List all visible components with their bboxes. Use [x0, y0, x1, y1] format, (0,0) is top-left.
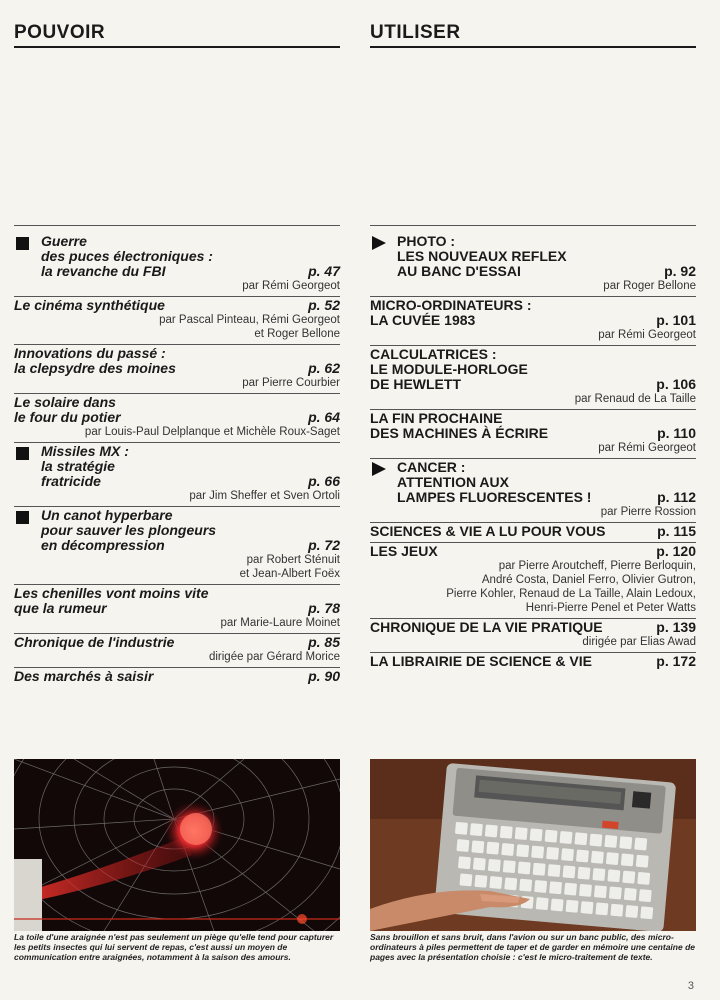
key: [551, 898, 564, 911]
title-line: CANCER :: [397, 459, 466, 475]
byline: [14, 376, 340, 390]
toc-list-pouvoir: [14, 233, 340, 687]
title-line: en décompression p. 72: [41, 537, 340, 553]
entry-title: [14, 346, 340, 376]
key: [534, 880, 547, 893]
key: [474, 875, 487, 888]
triangle-bullet-icon: [372, 462, 386, 476]
title-line: Les chenilles vont moins vite: [14, 585, 209, 601]
page-ref: p. 120: [656, 543, 696, 559]
byline-line: par Louis-Paul Delplanque et Michèle Roux-Saget: [84, 426, 340, 438]
page-ref: p. 47: [308, 263, 340, 279]
toc-entry: [370, 653, 696, 672]
title-line: ATTENTION AUX: [397, 474, 509, 490]
key: [501, 843, 514, 856]
toc-entry: [370, 543, 696, 619]
key: [625, 905, 638, 918]
key: [486, 842, 499, 855]
entry-title: [14, 395, 340, 425]
title-line: CALCULATRICES :: [370, 346, 497, 362]
square-bullet-icon: [16, 511, 29, 524]
page-ref: p. 66: [308, 473, 340, 489]
key: [636, 855, 649, 868]
key: [459, 873, 472, 886]
page-ref: p. 106: [656, 376, 696, 392]
entry-title: [14, 669, 340, 684]
byline-line: par Robert Sténuit: [246, 554, 340, 566]
key: [592, 868, 605, 881]
byline-line: par Pierre Aroutcheff, Pierre Berloquin,: [498, 560, 696, 572]
title-line: AU BANC D'ESSAI p. 92: [397, 263, 696, 279]
byline-line: par Roger Bellone: [603, 280, 696, 292]
byline: [14, 313, 340, 341]
byline-line: par Jim Sheffer et Sven Ortoli: [189, 490, 340, 502]
entry-title: [370, 524, 696, 539]
key: [637, 872, 650, 885]
byline-line: dirigée par Gérard Morice: [208, 651, 340, 663]
byline-line: par Rémi Georgeot: [242, 280, 340, 292]
byline-line: par Marie-Laure Moinet: [220, 617, 340, 629]
key: [546, 847, 559, 860]
key: [595, 902, 608, 915]
byline: [370, 328, 696, 342]
byline: [14, 279, 340, 293]
page-ref: p. 112: [657, 489, 696, 505]
key: [503, 860, 516, 873]
toc-entry: [370, 297, 696, 346]
title-line: DE HEWLETT p. 106: [370, 376, 696, 392]
entry-title: [370, 411, 696, 441]
title-line: SCIENCES & VIE A LU POUR VOUS p. 115: [370, 523, 696, 539]
page-ref: p. 110: [657, 425, 696, 441]
key: [634, 838, 647, 851]
key: [640, 906, 653, 919]
byline-line: Henri-Pierre Penel et Peter Watts: [525, 602, 696, 614]
toc-entry: [14, 634, 340, 668]
key: [530, 828, 543, 841]
title-line: LA FIN PROCHAINE: [370, 410, 503, 426]
byline-line: par Pierre Courbier: [242, 377, 340, 389]
spider-web-photo: [14, 759, 340, 931]
byline: [14, 489, 340, 503]
title-line: Chronique de l'industrie p. 85: [14, 634, 340, 650]
key: [580, 901, 593, 914]
entry-title: [14, 444, 340, 489]
entry-title: [14, 586, 340, 616]
key: [566, 900, 579, 913]
key: [622, 871, 635, 884]
key: [574, 832, 587, 845]
entry-title: [370, 234, 696, 279]
toc-entry: [14, 394, 340, 443]
byline: [370, 392, 696, 406]
key: [564, 883, 577, 896]
photo-caption-left: La toile d'une araignée n'est pas seulement un piège qu'elle tend pour capturer les petits insectes qui lui servent de repas, c'est aussi un moyen de communication entre araignées, notamment à la saison des amours.: [14, 932, 334, 962]
entry-title: [370, 460, 696, 505]
entry-title: [370, 654, 696, 669]
entry-title: [370, 347, 696, 392]
photo-caption-right: Sans brouillon et sans bruit, dans l'avion ou sur un banc public, des micro-ordinateurs à piles permettent de taper et de garder en mémoire une centaine de pages avec la présentation choisie : c'est le micro-traitement de texte.: [370, 932, 695, 962]
key: [458, 856, 471, 869]
byline: [14, 553, 340, 581]
page-ref: p. 92: [664, 263, 696, 279]
key: [589, 834, 602, 847]
key: [504, 877, 517, 890]
byline: [370, 279, 696, 293]
key: [563, 865, 576, 878]
title-line: LA LIBRAIRIE DE SCIENCE & VIE p. 172: [370, 653, 696, 669]
key: [519, 879, 532, 892]
page-ref: p. 115: [657, 523, 696, 539]
divider: [370, 225, 696, 226]
title-line: CHRONIQUE DE LA VIE PRATIQUE p. 139: [370, 619, 696, 635]
toc-entry: [14, 585, 340, 634]
key: [488, 859, 501, 872]
title-line: LAMPES FLUORESCENTES ! p. 112: [397, 489, 696, 505]
title-line: LES JEUX p. 120: [370, 543, 696, 559]
byline-line: dirigée par Elias Awad: [582, 636, 696, 648]
divider: [14, 225, 340, 226]
title-line: Le solaire dans: [14, 394, 116, 410]
title-line: que la rumeur p. 78: [14, 600, 340, 616]
title-line: Le cinéma synthétique p. 52: [14, 297, 340, 313]
entry-title: [370, 620, 696, 635]
title-line: Guerre: [41, 233, 87, 249]
key: [548, 864, 561, 877]
byline-line: et Jean-Albert Foëx: [239, 568, 340, 580]
toc-entry: [14, 668, 340, 687]
byline: [370, 441, 696, 455]
key: [610, 904, 623, 917]
key: [560, 831, 573, 844]
section-heading-utiliser: UTILISER: [370, 22, 696, 48]
title-line: LE MODULE-HORLOGE: [370, 361, 528, 377]
key: [470, 823, 483, 836]
key: [536, 897, 549, 910]
byline-line: par Rémi Georgeot: [598, 329, 696, 341]
title-line: la stratégie: [41, 458, 115, 474]
toc-entry: [14, 233, 340, 297]
key: [489, 876, 502, 889]
entry-title: [370, 544, 696, 559]
page-ref: p. 62: [308, 360, 340, 376]
entry-title: [14, 508, 340, 553]
key: [577, 867, 590, 880]
title-line: la revanche du FBI p. 47: [41, 263, 340, 279]
triangle-bullet-icon: [372, 236, 386, 250]
key: [591, 851, 604, 864]
page-ref: p. 85: [308, 634, 340, 650]
key: [456, 839, 469, 852]
title-line: des puces électroniques :: [41, 248, 213, 264]
page-number: 3: [687, 980, 694, 992]
key: [516, 844, 529, 857]
toc-list-utiliser: [370, 233, 696, 672]
title-line: PHOTO :: [397, 233, 456, 249]
square-bullet-icon: [16, 447, 29, 460]
byline-line: par Renaud de La Taille: [574, 393, 696, 405]
toc-entry: [370, 346, 696, 410]
key: [531, 846, 544, 859]
key: [607, 869, 620, 882]
toc-entry: [14, 443, 340, 507]
key: [549, 881, 562, 894]
key: [561, 848, 574, 861]
toc-entry: [370, 523, 696, 543]
key: [455, 822, 468, 835]
key: [604, 835, 617, 848]
key: [624, 888, 637, 901]
key: [515, 827, 528, 840]
entry-title: [14, 298, 340, 313]
title-line: LES NOUVEAUX REFLEX: [397, 248, 567, 264]
title-line: Des marchés à saisir p. 90: [14, 668, 340, 684]
byline-line: André Costa, Daniel Ferro, Olivier Gutron,: [481, 574, 696, 586]
title-line: DES MACHINES À ÉCRIRE p. 110: [370, 425, 696, 441]
toc-entry: [14, 297, 340, 345]
key: [606, 852, 619, 865]
toc-entry: [370, 410, 696, 459]
byline: [370, 635, 696, 649]
byline: [14, 650, 340, 664]
title-line: LA CUVÉE 1983 p. 101: [370, 312, 696, 328]
toc-entry: [14, 345, 340, 394]
key: [500, 826, 513, 839]
page-ref: p. 90: [308, 668, 340, 684]
key: [579, 884, 592, 897]
page-ref: p. 72: [308, 537, 340, 553]
byline-line: par Pierre Rossion: [600, 506, 696, 518]
toc-entry: [370, 233, 696, 297]
entry-title: [370, 298, 696, 328]
page-ref: p. 52: [308, 297, 340, 313]
byline: [14, 425, 340, 439]
key: [639, 889, 652, 902]
title-line: MICRO-ORDINATEURS :: [370, 297, 532, 313]
page-ref: p. 64: [308, 409, 340, 425]
byline-line: et Roger Bellone: [254, 328, 340, 340]
key: [473, 858, 486, 871]
page-ref: p. 78: [308, 600, 340, 616]
entry-title: [14, 635, 340, 650]
square-bullet-icon: [16, 237, 29, 250]
title-line: fratricide p. 66: [41, 473, 340, 489]
title-line: pour sauver les plongeurs: [41, 522, 217, 538]
page-ref: p. 139: [656, 619, 696, 635]
key: [619, 836, 632, 849]
pocket-computer-photo: [370, 759, 696, 931]
key: [518, 861, 531, 874]
byline: [370, 559, 696, 615]
entry-title: [14, 234, 340, 279]
toc-entry: [14, 507, 340, 585]
toc-entry: [370, 619, 696, 653]
title-line: Missiles MX :: [41, 443, 129, 459]
byline-line: par Rémi Georgeot: [598, 442, 696, 454]
key: [485, 824, 498, 837]
byline-line: Pierre Kohler, Renaud de La Taille, Alain Ledoux,: [446, 588, 696, 600]
title-line: Innovations du passé :: [14, 345, 166, 361]
section-heading-pouvoir: POUVOIR: [14, 22, 340, 48]
key: [545, 830, 558, 843]
byline: [14, 616, 340, 630]
key: [621, 853, 634, 866]
key: [471, 840, 484, 853]
key: [533, 863, 546, 876]
page-ref: p. 101: [656, 312, 696, 328]
key: [576, 849, 589, 862]
toc-entry: [370, 459, 696, 523]
key: [594, 885, 607, 898]
byline: [370, 505, 696, 519]
title-line: le four du potier p. 64: [14, 409, 340, 425]
title-line: la clepsydre des moines p. 62: [14, 360, 340, 376]
key: [609, 886, 622, 899]
title-line: Un canot hyperbare: [41, 507, 173, 523]
byline-line: par Pascal Pinteau, Rémi Georgeot: [159, 314, 340, 326]
page-ref: p. 172: [656, 653, 696, 669]
